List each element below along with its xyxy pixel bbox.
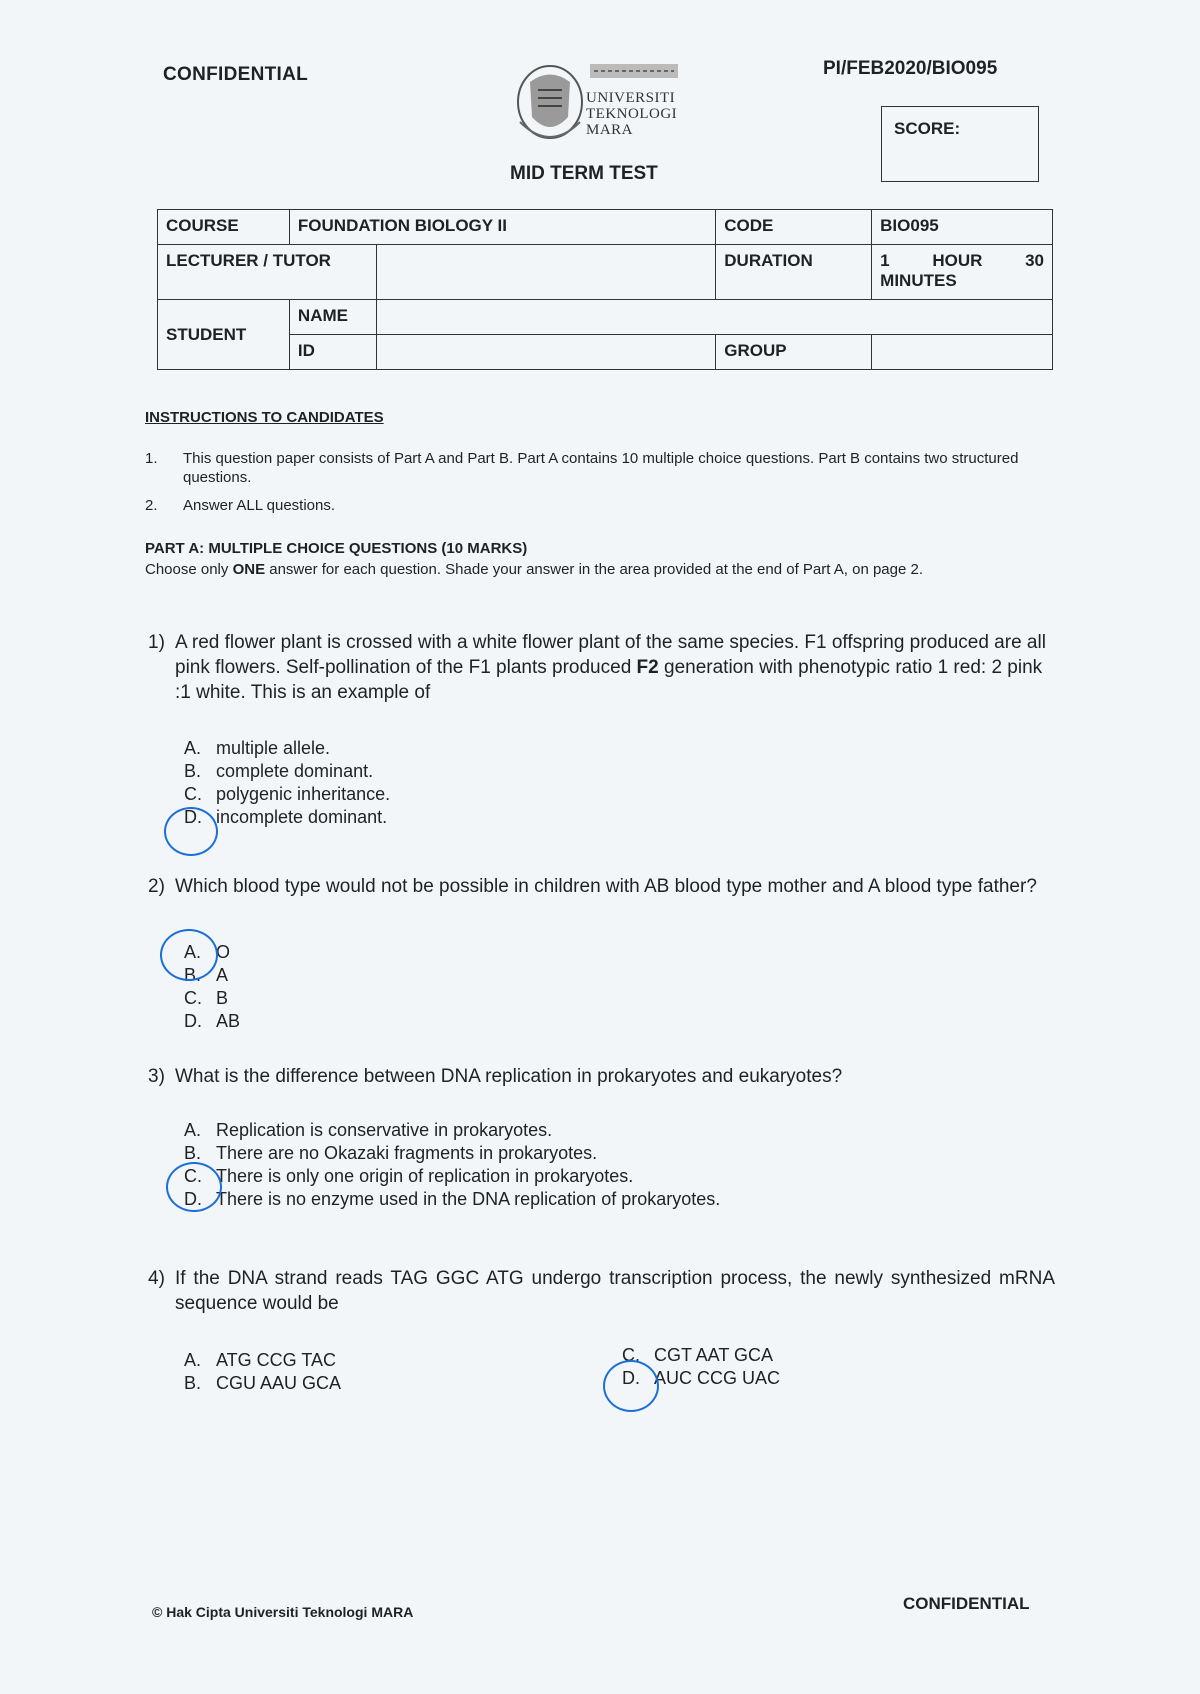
group-field[interactable] [872, 335, 1053, 370]
name-field[interactable] [376, 300, 1052, 335]
option-letter: D. [622, 1368, 640, 1388]
option-text: B [216, 988, 229, 1008]
option-letter: A. [184, 738, 202, 758]
option-letter: B. [184, 1373, 202, 1393]
logo-line-3: MARA [586, 122, 634, 138]
question-text-part: A red flower plant is crossed with a white flower plant of the same species. F1 offspring produced are all pink flowers. Self-pollination of the F1 plants produced [175, 632, 1046, 678]
paper-code: PI/FEB2020/BIO095 [823, 58, 998, 79]
answer-option[interactable] [184, 1142, 720, 1165]
selected-answer-circle [160, 929, 218, 981]
answer-option[interactable] [184, 737, 390, 760]
selected-answer-circle [603, 1360, 659, 1412]
id-field[interactable] [376, 335, 715, 370]
confidential-header: CONFIDENTIAL [163, 64, 309, 85]
question-text-part: generation with phenotypic ratio 1 red: 2 pink :1 white. This is an example of [175, 657, 1043, 703]
instruction-text: This question paper consists of Part A and Part B. Part A contains 10 multiple choice questions. Part B contains two structured questions. [183, 450, 1019, 486]
option-text: There is only one origin of replication in prokaryotes. [216, 1166, 634, 1186]
answer-option[interactable] [184, 987, 240, 1010]
option-text: AUC CCG UAC [654, 1368, 781, 1388]
option-text: O [216, 942, 231, 962]
logo-wordmark [586, 90, 677, 138]
option-text: ATG CCG TAC [216, 1350, 337, 1370]
duration-minutes-unit: MINUTES [880, 271, 957, 290]
question-2 [148, 874, 1053, 926]
question-text: Which blood type would not be possible in children with AB blood type mother and A blood type father? [175, 876, 1037, 897]
option-letter: D. [184, 807, 202, 827]
course-label: COURSE [158, 210, 290, 245]
copyright-footer: © Hak Cipta Universiti Teknologi MARA [152, 1604, 414, 1620]
part-a-desc-emphasis: ONE [232, 561, 266, 578]
group-label: GROUP [716, 335, 872, 370]
question-number: 4) [148, 1268, 165, 1289]
option-letter: B. [184, 1143, 202, 1163]
option-letter: C. [622, 1345, 640, 1365]
logo-line-1: UNIVERSITI [586, 90, 676, 106]
answer-option[interactable] [184, 1349, 341, 1372]
option-letter: C. [184, 1166, 202, 1186]
name-label: NAME [289, 300, 376, 335]
question-text: If the DNA strand reads TAG GGC ATG undergo transcription process, the newly synthesized mRNA sequence would be [175, 1268, 1055, 1314]
duration-label: DURATION [716, 245, 872, 300]
question-text-emphasis: F2 [636, 657, 659, 678]
instructions-title: INSTRUCTIONS TO CANDIDATES [145, 409, 384, 426]
student-label: STUDENT [158, 300, 290, 370]
question-number: 3) [148, 1066, 165, 1087]
option-text: AB [216, 1011, 241, 1031]
part-a-desc-text: answer for each question. Shade your answer in the area provided at the end of Part A, on page 2. [265, 561, 924, 578]
option-text: CGU AAU GCA [216, 1373, 342, 1393]
part-a-desc-text: Choose only [145, 561, 233, 578]
score-box [881, 106, 1039, 182]
instruction-text: Answer ALL questions. [183, 497, 336, 514]
option-letter: B. [184, 761, 202, 781]
duration-minutes-num: 30 [1025, 251, 1044, 270]
id-label: ID [289, 335, 376, 370]
option-letter: B. [184, 965, 202, 985]
confidential-footer: CONFIDENTIAL [903, 1594, 1030, 1613]
logo-line-2: TEKNOLOGI [586, 106, 678, 122]
answer-option[interactable] [184, 783, 390, 806]
option-text: incomplete dominant. [216, 807, 388, 827]
course-value: FOUNDATION BIOLOGY II [289, 210, 715, 245]
q1-options [184, 737, 390, 829]
page-title: MID TERM TEST [510, 163, 658, 184]
part-a-instructions [145, 560, 1055, 579]
question-3 [148, 1064, 1053, 1090]
code-label: CODE [716, 210, 872, 245]
option-text: complete dominant. [216, 761, 374, 781]
answer-option[interactable] [184, 1372, 341, 1395]
instruction-item [145, 449, 1055, 489]
lecturer-field[interactable] [376, 245, 715, 300]
option-letter: A. [184, 942, 202, 962]
code-value: BIO095 [872, 210, 1053, 245]
duration-hour-unit: HOUR [932, 251, 983, 270]
option-letter: C. [184, 988, 202, 1008]
option-letter: A. [184, 1350, 202, 1370]
question-number: 1) [148, 632, 165, 653]
question-1 [148, 630, 1053, 710]
q3-options [184, 1119, 720, 1211]
instruction-item [145, 496, 1055, 516]
option-letter: D. [184, 1011, 202, 1031]
selected-answer-circle [164, 807, 218, 856]
answer-option[interactable] [184, 1188, 720, 1211]
option-letter: A. [184, 1120, 202, 1140]
course-info-table [157, 209, 1053, 370]
question-number: 2) [148, 876, 165, 897]
part-a-title: PART A: MULTIPLE CHOICE QUESTIONS (10 MARKS) [145, 540, 528, 557]
option-text: polygenic inheritance. [216, 784, 391, 804]
instruction-number: 1. [145, 450, 158, 467]
answer-option[interactable] [184, 760, 390, 783]
question-text [175, 630, 1055, 705]
answer-option[interactable] [184, 1119, 720, 1142]
option-text: multiple allele. [216, 738, 331, 758]
score-label: SCORE: [894, 119, 961, 138]
option-text: CGT AAT GCA [654, 1345, 774, 1365]
answer-option[interactable] [184, 1165, 720, 1188]
q4-options-left [184, 1349, 341, 1395]
duration-value [872, 245, 1053, 300]
selected-answer-circle [166, 1162, 222, 1212]
answer-option[interactable] [184, 1010, 240, 1033]
option-text: Replication is conservative in prokaryotes. [216, 1120, 553, 1140]
instruction-number: 2. [145, 497, 158, 514]
question-text: What is the difference between DNA replication in prokaryotes and eukaryotes? [175, 1066, 843, 1087]
option-letter: C. [184, 784, 202, 804]
duration-hours: 1 [880, 251, 890, 270]
option-letter: D. [184, 1189, 202, 1209]
option-text: There are no Okazaki fragments in prokaryotes. [216, 1143, 598, 1163]
question-4 [148, 1266, 1053, 1318]
option-text: There is no enzyme used in the DNA replication of prokaryotes. [216, 1189, 721, 1209]
option-text: A [216, 965, 229, 985]
lecturer-label: LECTURER / TUTOR [158, 245, 377, 300]
